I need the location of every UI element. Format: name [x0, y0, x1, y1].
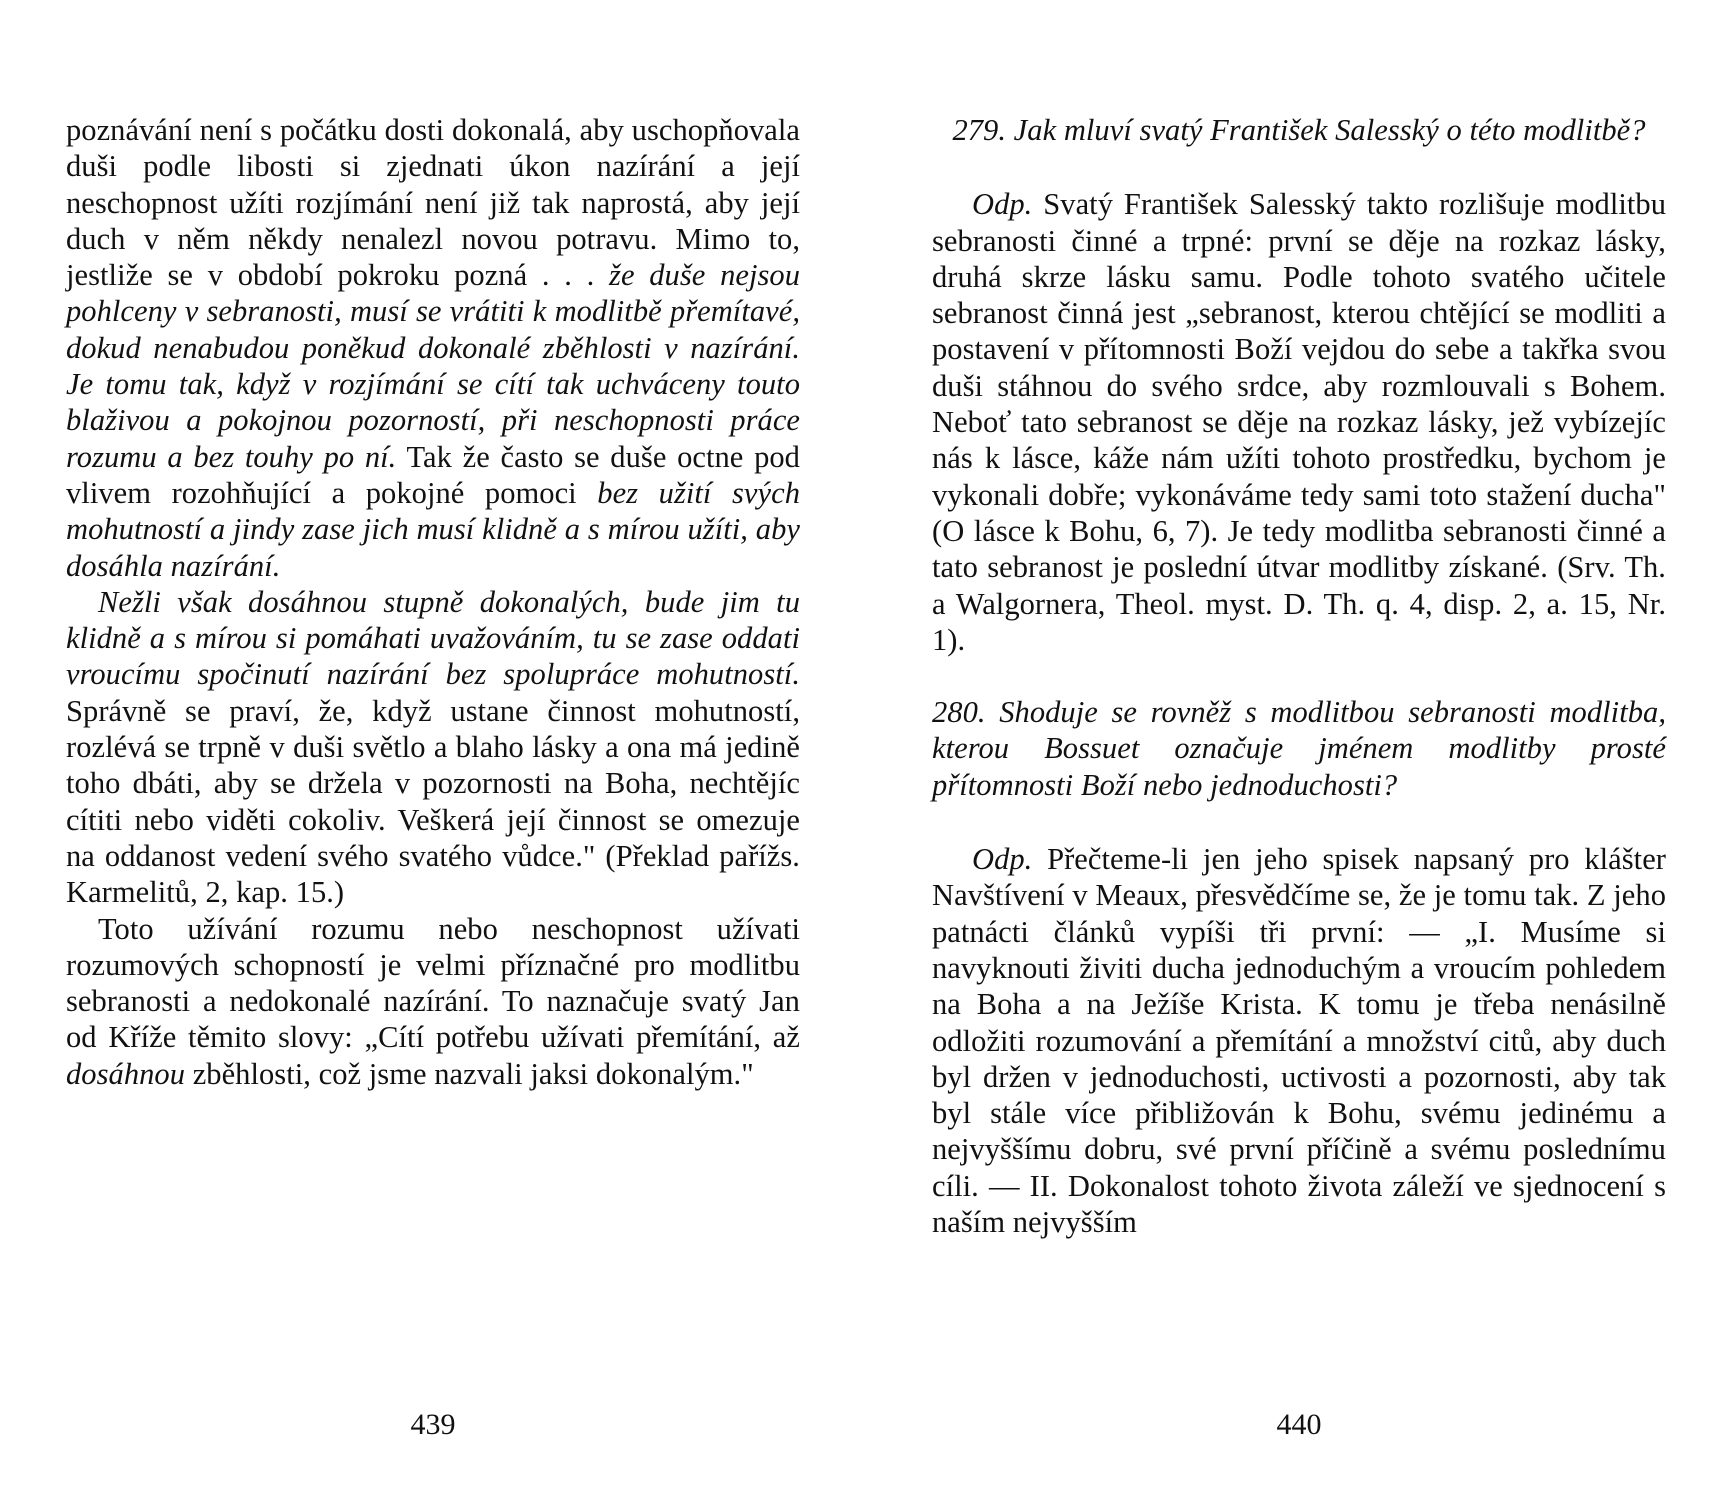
text-run: zběhlosti, což jsme nazvali jaksi dokonalým." — [185, 1056, 754, 1091]
italic-run: dosáhnou — [66, 1056, 186, 1091]
left-paragraph-1 — [66, 112, 800, 584]
left-page — [66, 112, 800, 1452]
answer-lead: Odp. — [972, 187, 1033, 222]
question-279: 279. Jak mluví svatý František Salesský o této modlitbě? — [952, 113, 1646, 147]
text-run: poznávání není s počátku dosti dokonalá, aby uschopňovala duši podle libosti si zjednati úkon nazírání a její neschopnost užíti rozjímání není již tak naprostá, aby její duch v něm někdy nenalezl novou potravu. Mimo to, jestliže se v období pokroku pozná . . . — [66, 113, 800, 293]
left-paragraph-3 — [66, 911, 800, 1092]
left-paragraph-2 — [66, 584, 800, 911]
left-page-text — [66, 112, 800, 1092]
italic-run: bez užití svých mohutností a jindy zase jich musí klidně a s mírou užíti, aby dosáhla nazírání. — [66, 475, 800, 583]
page-number-left: 439 — [410, 1408, 456, 1441]
text-run: Toto užívání rozumu nebo neschopnost užívati rozumových schopností je velmi příznačné pro modlitbu sebranosti a nedokonalé nazírání. To naznačuje svatý Jan od Kříže těmito slovy: „Cítí potřebu užívati přemítání, až — [66, 911, 800, 1055]
answer-lead: Odp. — [972, 842, 1033, 877]
text-run: Svatý František Salesský takto rozlišuje modlitbu sebranosti činné a trpné: první se děje na rozkaz lásky, druhá skrze lásku samu. Podle tohoto svatého učitele sebranost činná jest „sebranost, kterou chtějící se modliti a postavení v přítomnosti Boží vejdou do sebe a takřka svou duši stáhnou do svého srdce, aby rozmlouvali s Bohem. Neboť tato sebranost se děje na rozkaz lásky, jež vybízejíc nás k lásce, káže nám užíti tohoto prostředku, bychom je vykonali dobře; vykonáváme tedy sami toto stažení ducha" (O lásce k Bohu, 6, 7). Je tedy modlitba sebranosti činné a tato sebranost je poslední útvar modlitby získané. (Srv. Th. a Walgornera, Theol. myst. D. Th. q. 4, disp. 2, a. 15, Nr. 1). — [932, 187, 1666, 657]
page-number-right: 440 — [1276, 1408, 1322, 1441]
text-run: Tak že často se duše octne pod vlivem rozohňující a pokojné pomoci — [66, 439, 800, 510]
answer-280 — [932, 841, 1666, 1240]
question-280: 280. Shoduje se rovněž s modlitbou sebranosti modlitba, kterou Bossuet označuje jménem modlitby prosté přítomnosti Boží nebo jednoduchosti? — [932, 695, 1666, 802]
italic-run: že duše nejsou pohlceny v sebranosti, musí se vrátiti k modlitbě přemítavé, dokud nenabudou poněkud dokonalé zběhlosti v nazírání. Je tomu tak, když v rozjímání se cítí tak uchváceny touto blaživou a pokojnou pozorností, při neschopnosti práce rozumu a bez touhy po ní. — [66, 258, 800, 474]
right-page-text — [932, 112, 1666, 1240]
answer-279 — [932, 186, 1666, 658]
right-page — [932, 112, 1666, 1452]
text-run: Přečteme-li jen jeho spisek napsaný pro klášter Navštívení v Meaux, přesvědčíme se, že je tomu tak. Z jeho patnácti článků vypíši tři první: — „I. Musíme si navyknouti živiti ducha jednoduchým a vroucím pohledem na Boha a na Ježíše Krista. K tomu je třeba nenásilně odložiti rozumování a přemítání a množství citů, aby duch byl držen v jednoduchosti, uctivosti a pozornosti, aby tak byl stále více přibližován k Bohu, svému jedinému a nejvyššímu dobru, své první příčině a svému poslednímu cíli. — II. Dokonalost tohoto života záleží ve sjednocení s naším nejvyšším — [932, 842, 1666, 1240]
text-run: Správně se praví, že, když ustane činnost mohutností, rozlévá se trpně v duši světlo a blaho lásky a ona má jedině toho dbáti, aby se držela v pozornosti na Boha, nechtějíc cítiti nebo viděti cokoliv. Veškerá její činnost se omezuje na oddanost vedení svého svatého vůdce." (Překlad pařížs. Karmelitů, 2, kap. 15.) — [66, 693, 800, 910]
italic-run: Nežli však dosáhnou stupně dokonalých, bude jim tu klidně a s mírou si pomáhati uvažováním, tu se zase oddati vroucímu spočinutí nazírání bez spolupráce mohutností. — [66, 584, 800, 692]
